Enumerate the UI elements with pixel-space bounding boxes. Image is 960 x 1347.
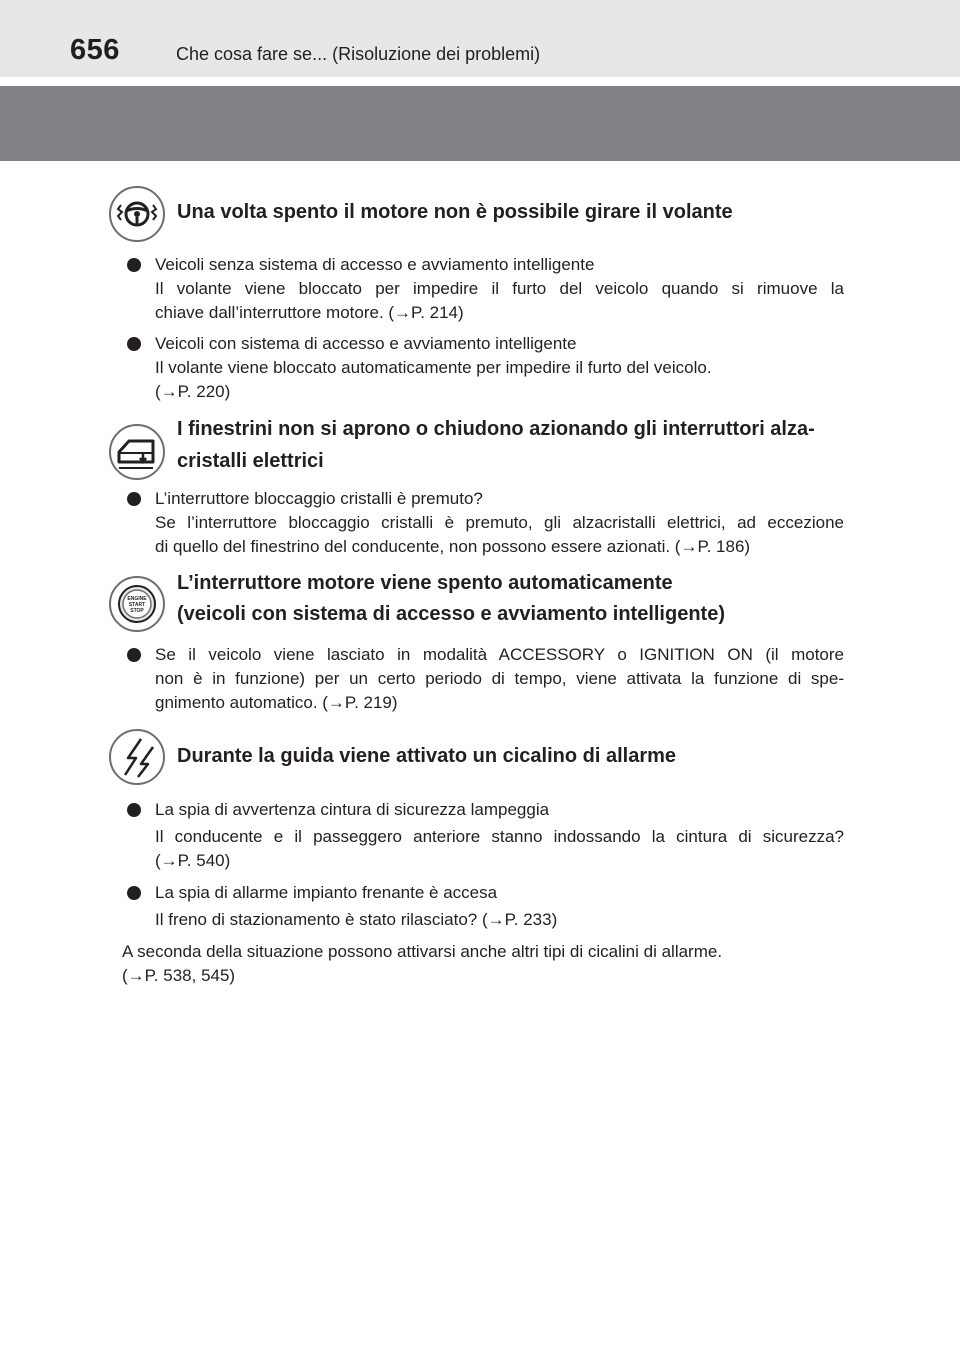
- steering-wheel-lock-icon: [109, 186, 165, 242]
- bullet-icon: [127, 492, 141, 506]
- bullet-text: gnimento automatico. (→P. 219): [155, 693, 398, 712]
- bullet-icon: [127, 258, 141, 272]
- bullet-text: Veicoli con sistema di accesso e avviamento intelligente: [155, 334, 577, 353]
- running-title: Che cosa fare se... (Risoluzione dei problemi): [176, 44, 541, 64]
- section-heading: (veicoli con sistema di accesso e avviamento intelligente): [177, 603, 725, 625]
- bullet-icon: [127, 803, 141, 817]
- bullet-text: (→P. 220): [155, 382, 231, 401]
- bullet-text: (→P. 540): [155, 851, 231, 870]
- bullet-text: Se l’interruttore bloccaggio cristalli è premuto, gli alzacristalli elettrici, ad eccezione: [155, 513, 844, 532]
- footer-text: A seconda della situazione possono attivarsi anche altri tipi di cicalini di allarme.: [122, 942, 723, 961]
- engine-label: ENGINE: [127, 596, 147, 602]
- bullet-text: L’interruttore bloccaggio cristalli è premuto?: [155, 489, 483, 508]
- start-label: START: [128, 602, 146, 608]
- section-heading: Durante la guida viene attivato un cicalino di allarme: [177, 745, 677, 767]
- footer-text: (→P. 538, 545): [122, 966, 236, 985]
- bullet-text: Veicoli senza sistema di accesso e avviamento intelligente: [155, 255, 595, 274]
- section-heading: L’interruttore motore viene spento automaticamente: [177, 572, 673, 594]
- header-band: [0, 86, 960, 161]
- bullet-text: Il volante viene bloccato automaticamente per impedire il furto del veicolo.: [155, 358, 712, 377]
- bullet-icon: [127, 886, 141, 900]
- bullet-icon: [127, 648, 141, 662]
- bullet-text: Se il veicolo viene lasciato in modalità ACCESSORY o IGNITION ON (il motore: [155, 645, 844, 664]
- bullet-text: Il volante viene bloccato per impedire il furto del veicolo quando si rimuove la: [155, 279, 844, 298]
- bullet-text: La spia di allarme impianto frenante è accesa: [155, 883, 498, 902]
- bullet-text: non è in funzione) per un certo periodo di tempo, viene attivata la funzione di spe-: [155, 669, 844, 688]
- bullet-icon: [127, 337, 141, 351]
- page-number: 656: [70, 34, 120, 66]
- page-header: [0, 0, 960, 77]
- alarm-sound-icon: [109, 729, 165, 785]
- section-heading: I finestrini non si aprono o chiudono azionando gli interruttori alza-: [177, 418, 815, 440]
- bullet-text: Il freno di stazionamento è stato rilasciato? (→P. 233): [155, 910, 558, 929]
- section-heading: Una volta spento il motore non è possibile girare il volante: [177, 201, 733, 223]
- stop-label: STOP: [130, 608, 144, 614]
- power-window-icon: [109, 424, 165, 480]
- bullet-text: Il conducente e il passeggero anteriore stanno indossando la cintura di sicurezza?: [155, 827, 844, 846]
- section-heading: cristalli elettrici: [177, 450, 324, 472]
- bullet-text: chiave dall’interruttore motore. (→P. 214): [155, 303, 464, 322]
- engine-start-stop-icon: [109, 576, 165, 632]
- bullet-text: di quello del finestrino del conducente, non possono essere azionati. (→P. 186): [155, 537, 751, 556]
- bullet-text: La spia di avvertenza cintura di sicurezza lampeggia: [155, 800, 550, 819]
